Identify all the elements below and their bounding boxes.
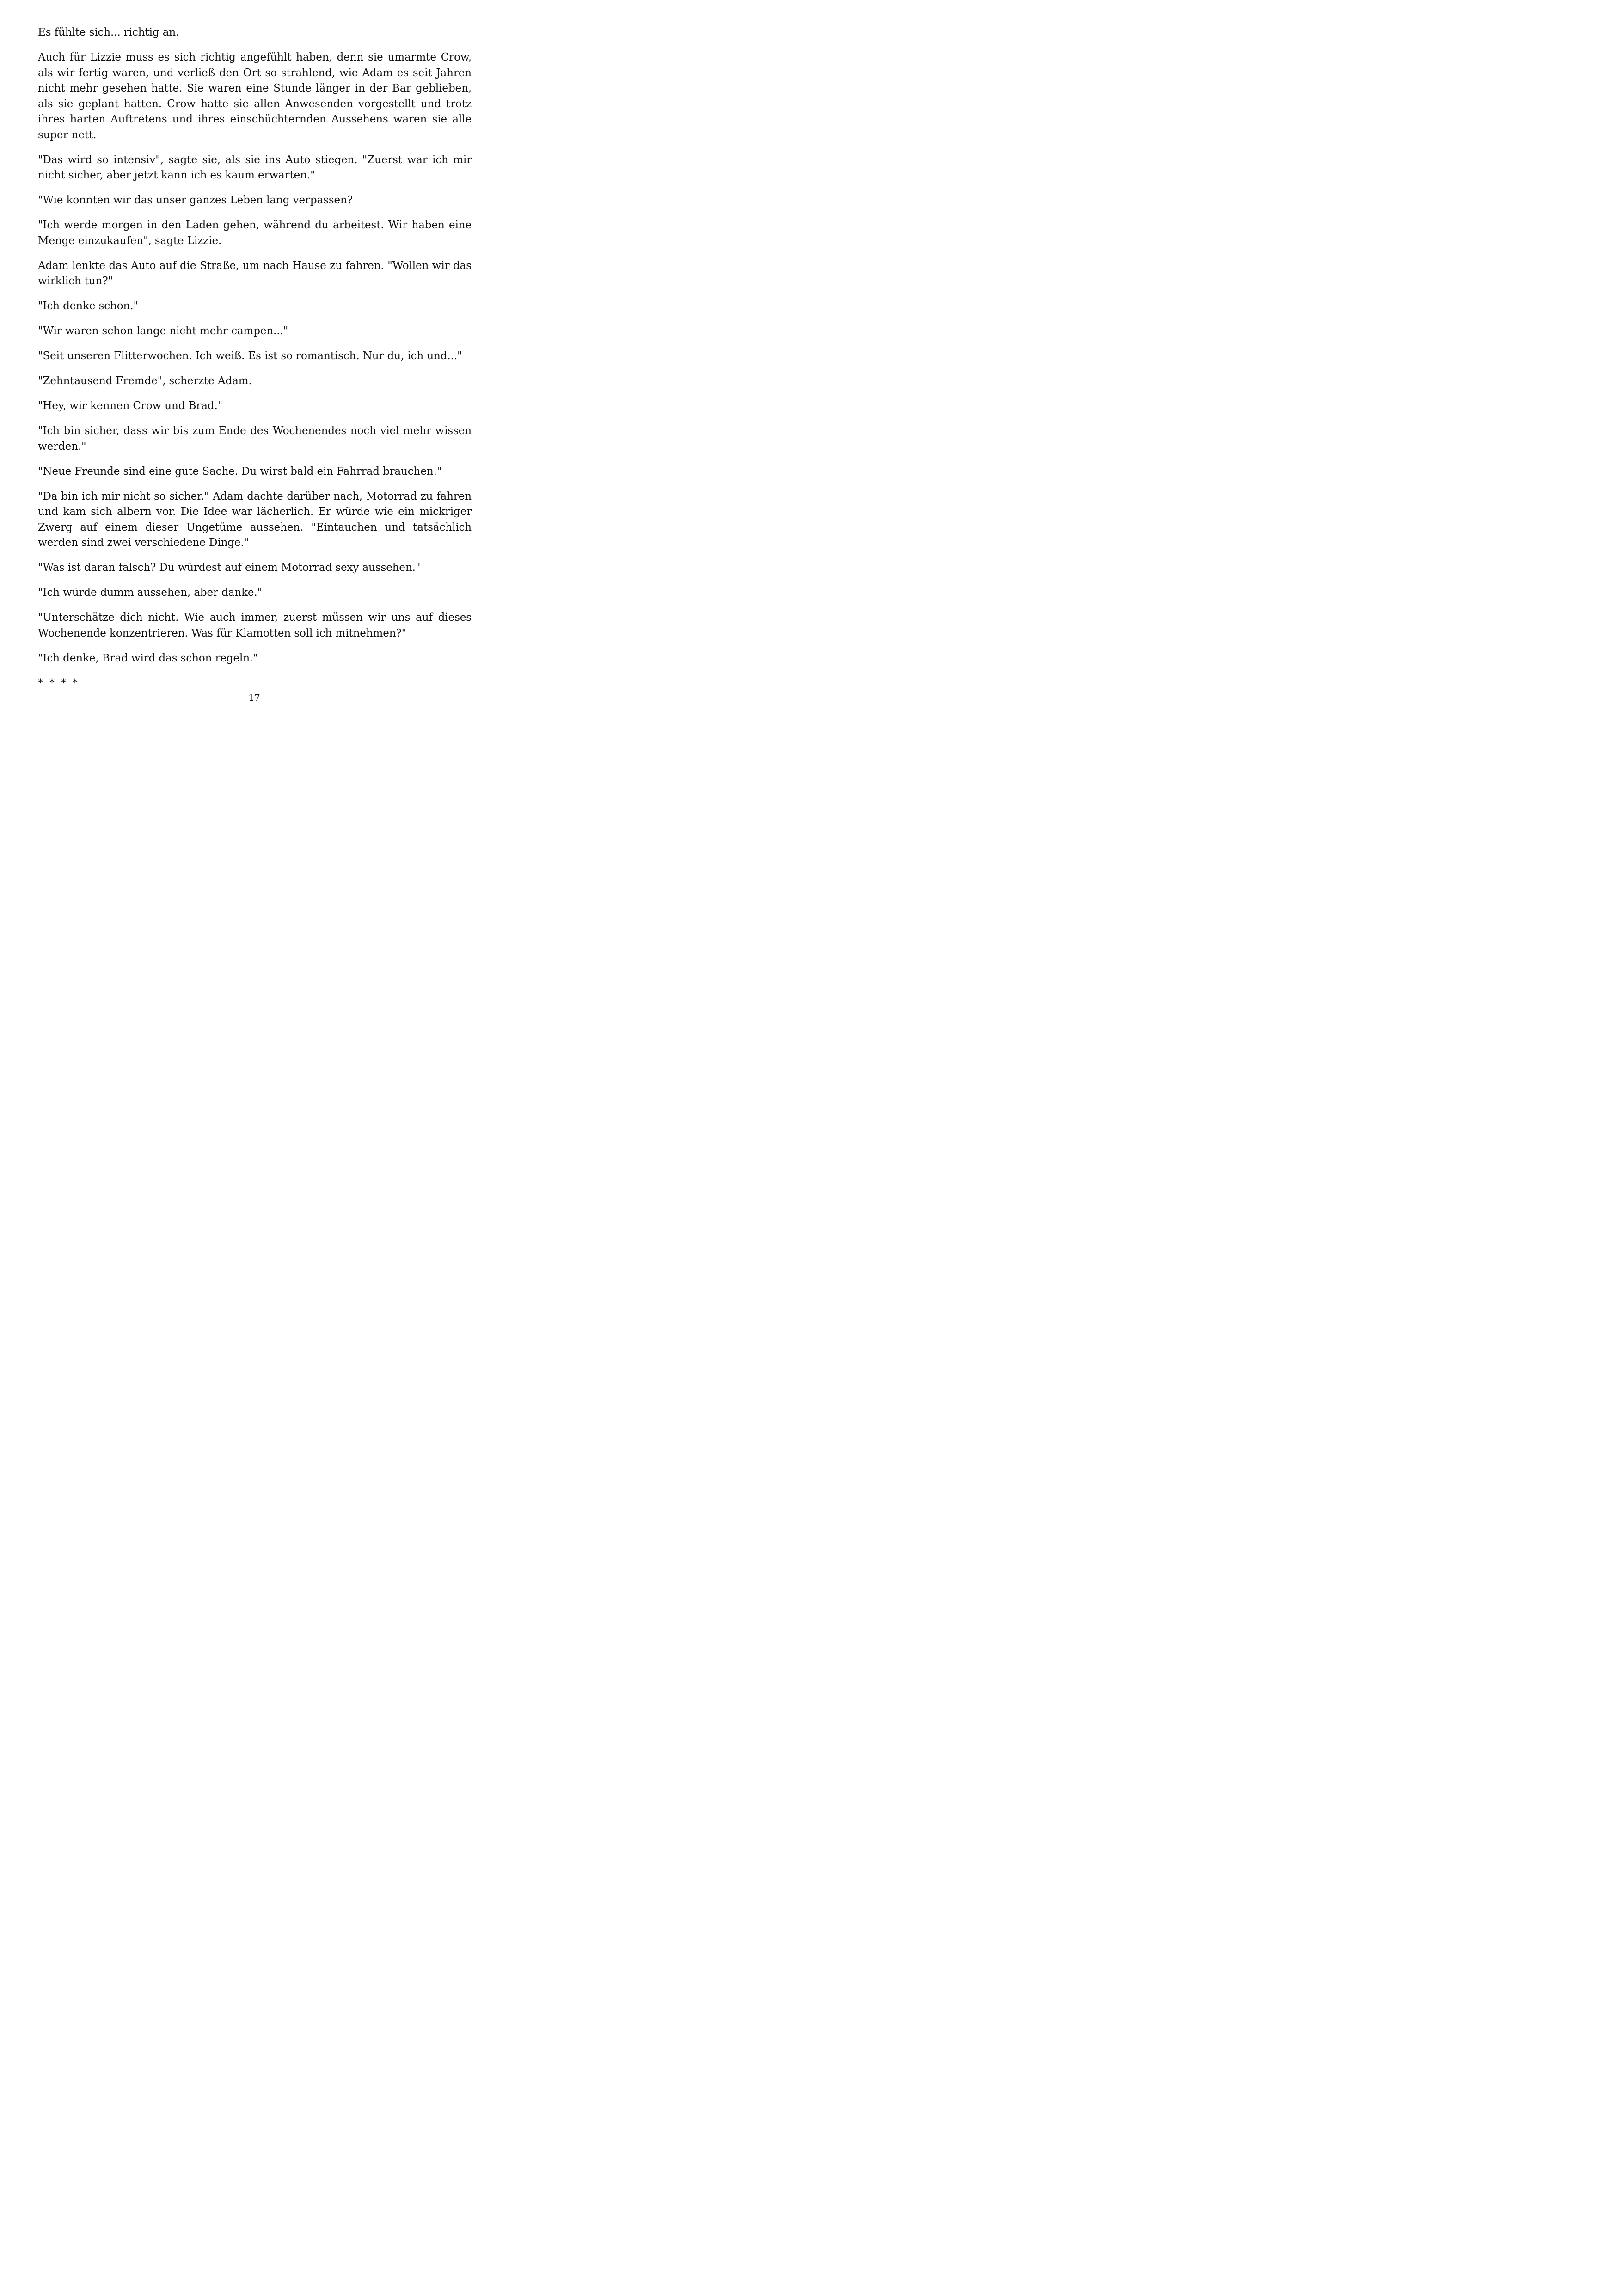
paragraph: "Das wird so intensiv", sagte sie, als sie ins Auto stiegen. "Zuerst war ich mir nicht sicher, aber jetzt kann ich es kaum erwarten." (38, 153, 472, 181)
paragraph: "Hey, wir kennen Crow und Brad." (38, 400, 223, 412)
paragraph: "Wir waren schon lange nicht mehr campen..." (38, 325, 288, 337)
page-number: 17 (248, 692, 260, 703)
paragraph: "Ich würde dumm aussehen, aber danke." (38, 587, 263, 599)
paragraph: "Ich denke, Brad wird das schon regeln." (38, 652, 258, 664)
paragraph: Es fühlte sich... richtig an. (38, 26, 179, 38)
paragraph: "Zehntausend Fremde", scherzte Adam. (38, 375, 252, 387)
paragraph: Adam lenkte das Auto auf die Straße, um nach Hause zu fahren. "Wollen wir das wirklich tun?" (38, 259, 472, 287)
paragraph: "Was ist daran falsch? Du würdest auf einem Motorrad sexy aussehen." (38, 562, 421, 574)
book-page (0, 0, 509, 722)
paragraph: "Neue Freunde sind eine gute Sache. Du wirst bald ein Fahrrad brauchen." (38, 465, 442, 478)
paragraph: Auch für Lizzie muss es sich richtig angefühlt haben, denn sie umarmte Crow, als wir fertig waren, und verließ den Ort so strahlend, wie Adam es seit Jahren nicht mehr gesehen hatte. Sie waren eine Stunde länger in der Bar geblieben, als sie geplant hatten. Crow hatte sie allen Anwesenden vorgestellt und trotz ihres harten Auftretens und ihres einschüchternden Aussehens waren sie alle super nett. (38, 51, 472, 141)
body-text (38, 25, 472, 691)
paragraph: "Da bin ich mir nicht so sicher." Adam dachte darüber nach, Motorrad zu fahren und kam sich albern vor. Die Idee war lächerlich. Er würde wie ein mickriger Zwerg auf einem dieser Ungetüme aussehen. "Eintauchen und tatsächlich werden sind zwei verschiedene Dinge." (38, 490, 472, 549)
paragraph: "Unterschätze dich nicht. Wie auch immer, zuerst müssen wir uns auf dieses Wochenende konzentrieren. Was für Klamotten soll ich mitnehmen?" (38, 612, 472, 639)
paragraph: "Seit unseren Flitterwochen. Ich weiß. Es ist so romantisch. Nur du, ich und..." (38, 350, 462, 362)
paragraph: "Ich denke schon." (38, 300, 138, 312)
paragraph: "Wie konnten wir das unser ganzes Leben lang verpassen? (38, 194, 353, 206)
paragraph: "Ich werde morgen in den Laden gehen, während du arbeitest. Wir haben eine Menge einzukaufen", sagte Lizzie. (38, 219, 472, 247)
scene-break: * * * * (38, 677, 79, 689)
paragraph: "Ich bin sicher, dass wir bis zum Ende des Wochenendes noch viel mehr wissen werden." (38, 425, 472, 453)
